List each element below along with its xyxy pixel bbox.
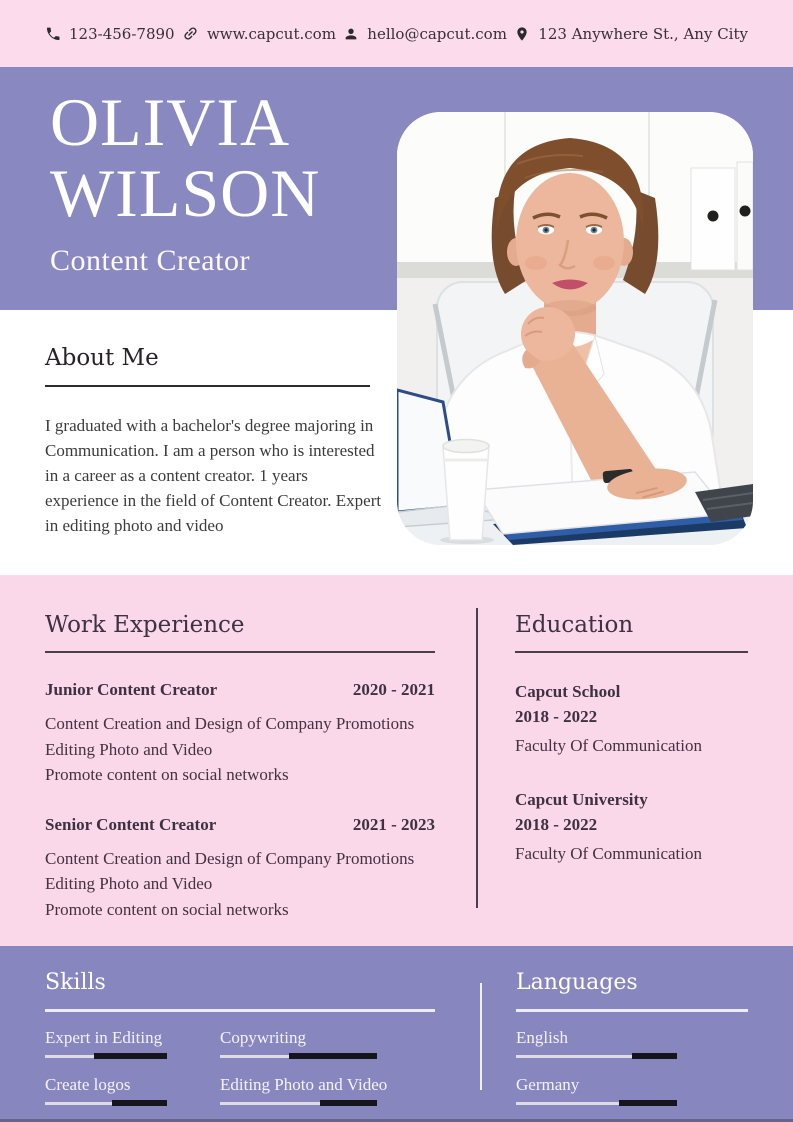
job-title: Content Creator	[50, 244, 250, 277]
job-title-text: Junior Content Creator	[45, 680, 218, 699]
name-block	[50, 84, 321, 278]
profile-photo-illustration	[397, 112, 753, 545]
education-entry	[515, 787, 748, 866]
skill-label: Editing Photo and Video	[220, 1074, 388, 1094]
footer-band	[0, 946, 793, 1122]
skill-label: Expert in Editing	[45, 1027, 163, 1047]
contact-email-text: hello@capcut.com	[367, 24, 507, 43]
skill-item	[220, 1073, 387, 1107]
school-faculty: Faculty Of Communication	[515, 844, 702, 863]
contact-email	[343, 25, 507, 43]
job-duties	[45, 711, 435, 788]
phone-icon	[45, 26, 61, 42]
skills-underline	[45, 1009, 435, 1012]
contact-phone-text: 123-456-7890	[69, 24, 175, 43]
school-period: 2018 - 2022	[515, 815, 598, 834]
school-name: Capcut School	[515, 682, 621, 701]
job-duty: Editing Photo and Video	[45, 739, 213, 759]
languages-section	[516, 969, 748, 1120]
job-entry	[45, 815, 435, 923]
job-duty: Promote content on social networks	[45, 899, 289, 919]
skill-item	[220, 1026, 387, 1060]
skills-grid	[45, 1026, 435, 1120]
contact-address-text: 123 Anywhere St., Any City	[538, 24, 748, 43]
skill-label: Create logos	[45, 1074, 131, 1094]
language-item	[516, 1073, 748, 1107]
work-heading: Work Experience	[45, 612, 245, 638]
job-period: 2020 - 2021	[352, 680, 435, 699]
work-experience-section	[45, 611, 435, 922]
job-period: 2021 - 2023	[352, 814, 435, 834]
profile-photo	[397, 112, 753, 545]
education-entry	[515, 679, 748, 758]
language-level-bar	[516, 1053, 677, 1060]
education-heading: Education	[515, 612, 634, 638]
skill-level-bar	[45, 1100, 167, 1107]
school-period: 2018 - 2022	[515, 707, 598, 726]
language-label: English	[516, 1027, 568, 1047]
skill-item	[45, 1026, 167, 1060]
school-name: Capcut University	[515, 790, 648, 809]
language-level-bar	[516, 1100, 677, 1107]
skill-level-bar	[220, 1100, 377, 1107]
last-name: WILSON	[50, 155, 321, 231]
location-icon	[514, 26, 530, 42]
contact-phone	[45, 25, 175, 43]
skill-item	[45, 1073, 167, 1107]
languages-divider	[480, 983, 482, 1090]
education-underline	[515, 651, 748, 653]
first-name: OLIVIA	[50, 84, 291, 160]
about-heading: About Me	[45, 345, 159, 371]
job-entry	[45, 680, 435, 788]
job-duty: Promote content on social networks	[45, 765, 289, 784]
job-duty: Editing Photo and Video	[45, 874, 213, 893]
skill-level-bar	[220, 1053, 377, 1060]
education-section	[515, 611, 748, 866]
contact-bar	[0, 0, 793, 67]
languages-list	[516, 1026, 748, 1107]
job-duty: Content Creation and Design of Company Promotions	[45, 714, 415, 733]
skills-heading: Skills	[45, 970, 106, 995]
job-duties	[45, 846, 435, 923]
experience-band	[0, 575, 793, 946]
language-label: Germany	[516, 1074, 580, 1094]
skills-section	[45, 969, 435, 1120]
education-divider	[476, 608, 478, 908]
about-section	[45, 344, 390, 555]
about-underline	[45, 385, 370, 387]
job-duty: Content Creation and Design of Company Promotions	[45, 848, 415, 868]
contact-address	[514, 25, 748, 43]
work-underline	[45, 651, 435, 653]
job-title-text: Senior Content Creator	[45, 814, 217, 834]
languages-underline	[516, 1009, 748, 1012]
about-text: I graduated with a bachelor's degree majoring in Communication. I am a person who is interested in a career as a content creator. 1 years experience in the field of Content Creator. Expert in editing photo and video	[45, 416, 382, 535]
skill-level-bar	[45, 1053, 167, 1060]
skill-label: Copywriting	[220, 1027, 306, 1047]
link-icon	[182, 25, 199, 42]
language-item	[516, 1026, 748, 1060]
languages-heading: Languages	[516, 970, 638, 995]
contact-website	[182, 25, 336, 43]
contact-website-text: www.capcut.com	[206, 24, 336, 43]
school-faculty: Faculty Of Communication	[515, 736, 702, 755]
person-icon	[343, 26, 359, 42]
